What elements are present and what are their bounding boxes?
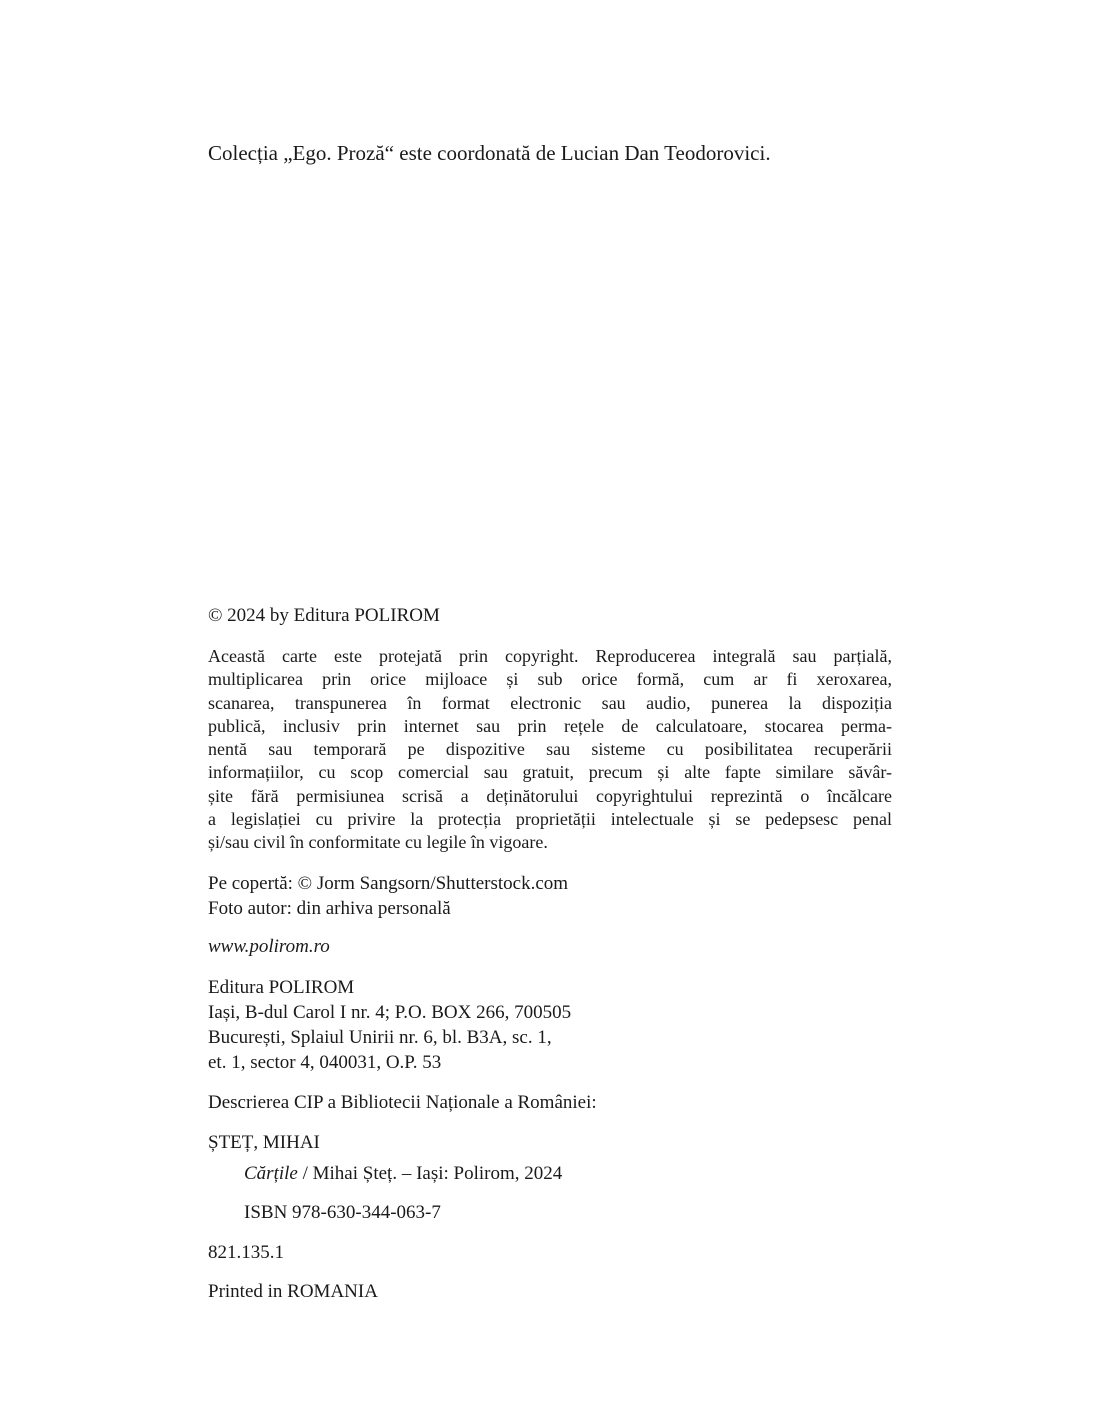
copyright-line: © 2024 by Editura POLIROM <box>208 605 440 626</box>
address-line: Iași, B-dul Carol I nr. 4; P.O. BOX 266, 700505 <box>208 1002 572 1023</box>
cip-book-entry <box>244 1161 928 1186</box>
cip-isbn: ISBN 978-630-344-063-7 <box>244 1202 441 1223</box>
legal-line: Această carte este protejată prin copyright. Reproducerea integrală sau parțială, <box>208 646 892 666</box>
publisher-address <box>208 975 892 1075</box>
address-line: București, Splaiul Unirii nr. 6, bl. B3A, sc. 1, <box>208 1027 552 1048</box>
legal-line: publică, inclusiv prin internet sau prin rețele de calculatoare, stocarea perma- <box>208 715 892 736</box>
printed-in-note: Printed in ROMANIA <box>208 1281 378 1302</box>
author-photo-credit: Foto autor: din arhiva personală <box>208 898 451 919</box>
image-credits <box>208 871 892 921</box>
legal-line: nentă sau temporară pe dispozitive sau sisteme cu posibilitatea recuperării <box>208 739 892 760</box>
cip-heading: Descrierea CIP a Bibliotecii Naționale a României: <box>208 1092 597 1113</box>
address-line: et. 1, sector 4, 040031, O.P. 53 <box>208 1052 442 1073</box>
legal-line: șite fără permisiunea scrisă a deținătorului copyrightului reprezintă o încălcare <box>208 785 892 806</box>
legal-line: și/sau civil în conformitate cu legile în vigoare. <box>208 832 548 853</box>
address-line: Editura POLIROM <box>208 977 355 998</box>
copyright-legal-notice <box>208 645 892 855</box>
cover-credit: Pe copertă: © Jorm Sangsorn/Shutterstock.com <box>208 873 569 894</box>
cip-udc-code: 821.135.1 <box>208 1242 284 1263</box>
legal-line: informațiilor, cu scop comercial sau gratuit, precum și alte fapte similare săvâr- <box>208 762 892 783</box>
cip-author: ȘTEȚ, MIHAI <box>208 1132 320 1153</box>
publisher-website: www.polirom.ro <box>208 936 330 957</box>
legal-line: multiplicarea prin orice mijloace și sub orice formă, cum ar fi xeroxarea, <box>208 669 892 690</box>
cip-book-title: Cărțile <box>244 1163 298 1184</box>
cip-book-details: / Mihai Șteț. – Iași: Polirom, 2024 <box>297 1163 563 1184</box>
series-coordinator-note: Colecția „Ego. Proză“ este coordonată de Lucian Dan Teodorovici. <box>208 141 771 165</box>
legal-line: a legislației cu privire la protecția proprietății intelectuale și se pedepsesc penal <box>208 809 892 830</box>
legal-line: scanarea, transpunerea în format electronic sau audio, punerea la dispoziția <box>208 692 892 713</box>
